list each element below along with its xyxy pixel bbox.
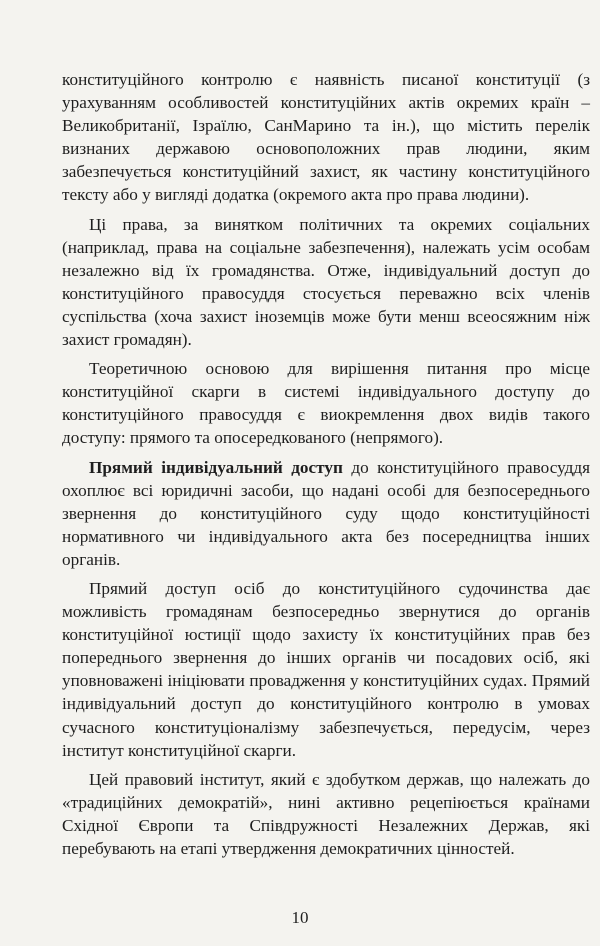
paragraph-5: Прямий доступ осіб до конституційного судочинства дає можливість громадянам безпосередньо звернутися до органів конституційної юстиції щодо захисту їх конституційних прав без попереднього звернення до інших органів чи посадових осіб, які уповноважені ініціювати провадження у конституційних судах. Прямий індивідуальний доступ до конституційного контролю в умовах сучасного конституціоналізму забезпечується, передусім, через інститут конституційної скарги. — [62, 578, 590, 760]
paragraph-4 — [62, 456, 590, 571]
bold-term: Прямий індивідуальний доступ — [89, 457, 343, 477]
body-text — [62, 68, 590, 866]
paragraph-1: конституційного контролю є наявність писаної конституції (з урахуванням особливостей конституційних актів окремих країн – Великобританії, Ізраїлю, СанМарино та ін.), що містить перелік визнаних державою основоположних прав людини, яким забезпечується конституційний захист, як частину конституційного тексту або у вигляді додатка (окремого акта про права людини). — [62, 70, 590, 205]
paragraph-4-text: до конституційного правосуддя охоплює всі юридичні засоби, що надані особі для безпосереднього звернення до конституційного суду щодо конституційності нормативного чи індивідуального акта без посередництва інших органів. — [62, 457, 591, 569]
paragraph-3: Теоретичною основою для вирішення питання про місце конституційної скарги в системі індивідуального доступу до конституційного правосуддя є виокремлення двох видів такого доступу: прямого та опосередкованого (непрямого). — [62, 359, 590, 448]
paragraph-6: Цей правовий інститут, який є здобутком держав, що належать до «традиційних демократій», нині активно рецепіюється країнами Східної Європи та Співдружності Незалежних Держав, які перебувають на етапі утвердження демократичних цінностей. — [62, 769, 590, 858]
paragraph-2: Ці права, за винятком політичних та окремих соціальних (наприклад, права на соціальне забезпечення), належать усім особам незалежно від їх громадянства. Отже, індивідуальний доступ до конституційного правосуддя стосується переважно всіх членів суспільства (хоча захист іноземців може бути менш всеосяжним ніж захист громадян). — [62, 214, 590, 350]
page-number: 10 — [291, 908, 309, 927]
